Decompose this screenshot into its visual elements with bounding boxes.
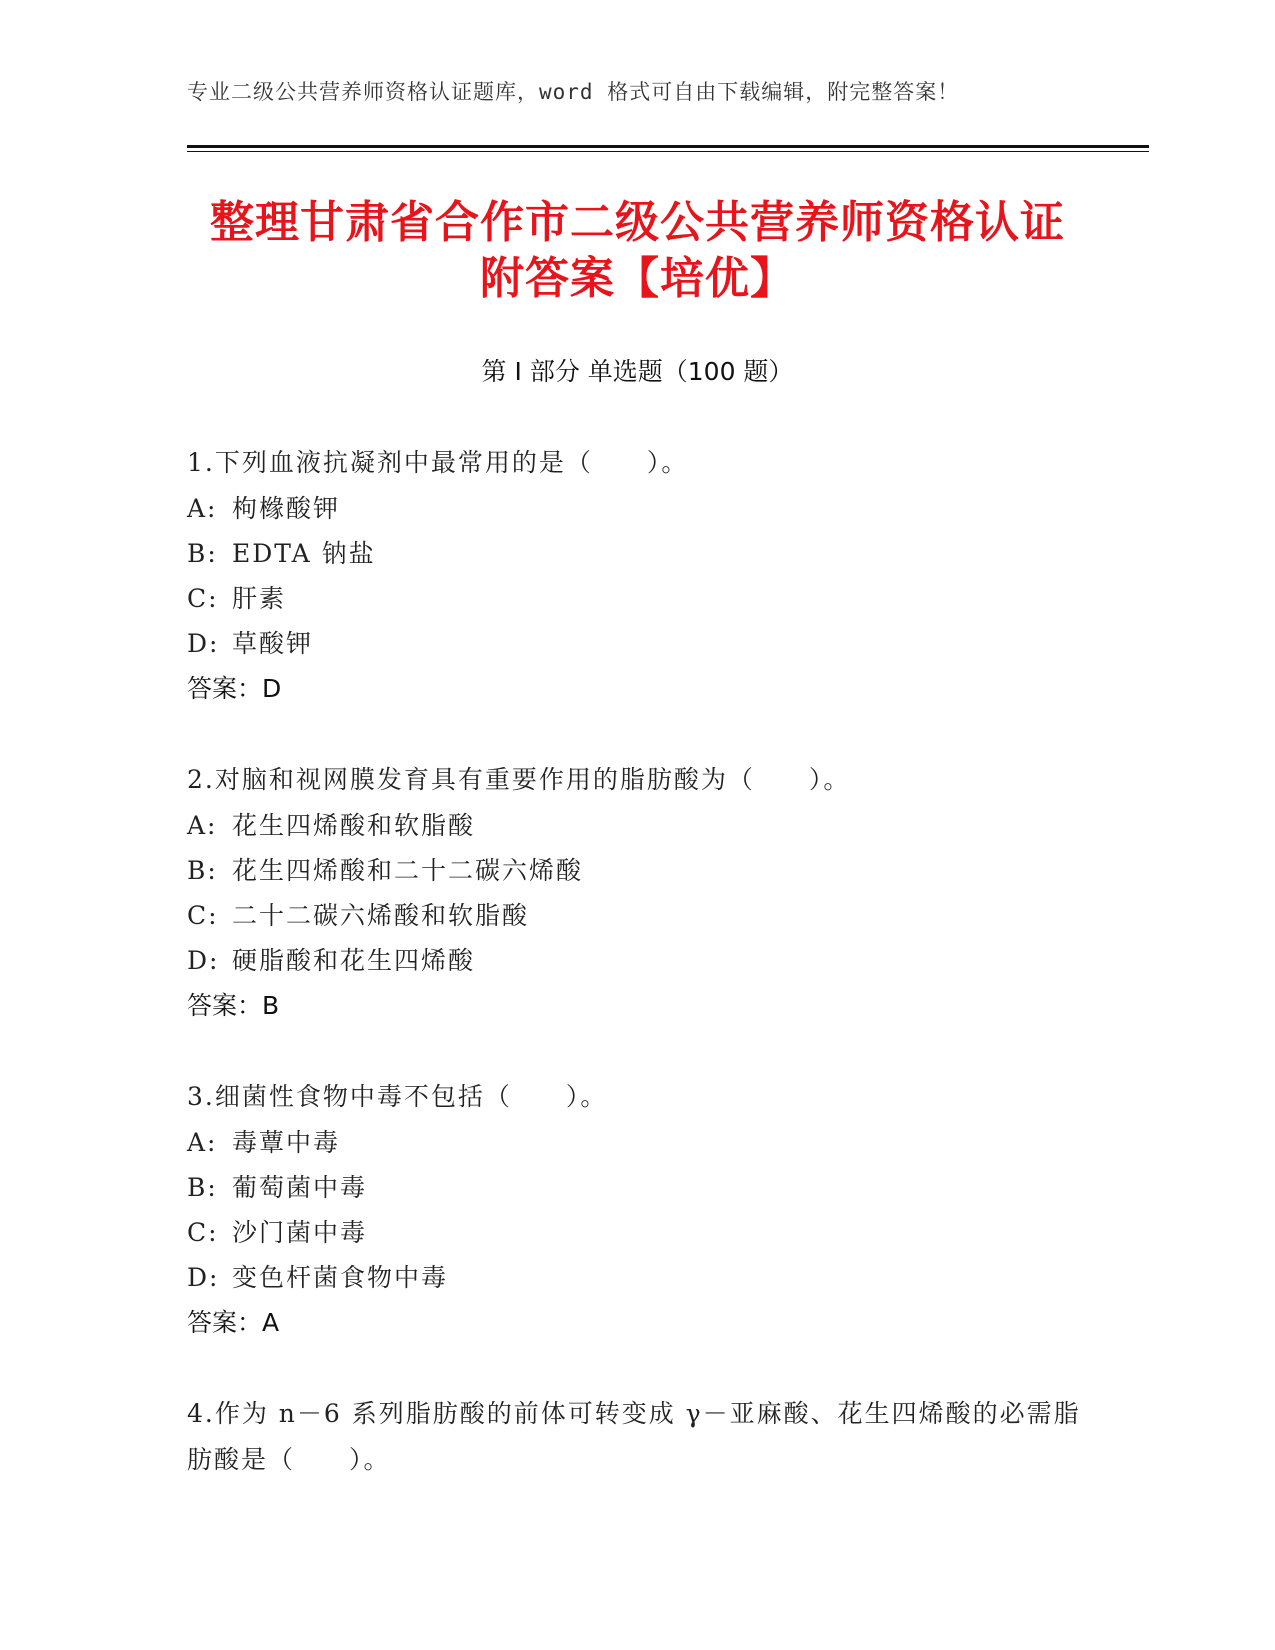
option-key: A: xyxy=(187,811,218,840)
option-row xyxy=(187,1210,1087,1255)
answer-line: 答案：D xyxy=(187,674,282,703)
option-row xyxy=(187,938,1087,983)
question-item xyxy=(187,440,1087,712)
option-key: A: xyxy=(187,1128,218,1157)
option-text: EDTA 钠盐 xyxy=(232,539,376,568)
question-item xyxy=(187,757,1087,1029)
option-row xyxy=(187,531,1087,576)
title-line-1: 整理甘肃省合作市二级公共营养师资格认证 xyxy=(210,197,1065,248)
title-line-2: 附答案【培优】 xyxy=(480,253,795,304)
option-text: 葡萄菌中毒 xyxy=(232,1173,368,1202)
option-row xyxy=(187,893,1087,938)
option-row xyxy=(187,1165,1087,1210)
option-row xyxy=(187,848,1087,893)
option-text: 二十二碳六烯酸和软脂酸 xyxy=(232,901,530,930)
question-item xyxy=(187,1074,1087,1346)
option-text: 变色杆菌食物中毒 xyxy=(232,1263,449,1292)
option-text: 花生四烯酸和二十二碳六烯酸 xyxy=(232,856,584,885)
option-row xyxy=(187,486,1087,531)
option-row xyxy=(187,1120,1087,1165)
option-text: 毒蕈中毒 xyxy=(232,1128,341,1157)
option-key: A: xyxy=(187,494,218,523)
question-stem: 3.细菌性食物中毒不包括（ ）。 xyxy=(187,1082,608,1111)
option-row xyxy=(187,621,1087,666)
document-title xyxy=(150,195,1125,307)
answer-line: 答案：A xyxy=(187,1308,280,1337)
header-divider-thick xyxy=(187,145,1149,148)
option-row xyxy=(187,803,1087,848)
option-text: 肝素 xyxy=(232,584,287,613)
option-row xyxy=(187,576,1087,621)
option-key: C: xyxy=(187,1218,219,1247)
answer-line: 答案：B xyxy=(187,991,280,1020)
option-text: 草酸钾 xyxy=(232,629,314,658)
option-key: D: xyxy=(187,1263,220,1292)
option-key: D: xyxy=(187,946,220,975)
option-text: 硬脂酸和花生四烯酸 xyxy=(232,946,476,975)
header-divider-thin xyxy=(187,151,1149,152)
option-key: C: xyxy=(187,901,219,930)
option-key: B: xyxy=(187,856,218,885)
option-key: B: xyxy=(187,1173,218,1202)
option-text: 枸橼酸钾 xyxy=(232,494,341,523)
question-item xyxy=(187,1391,1087,1483)
question-stem: 4.作为 n－6 系列脂肪酸的前体可转变成 γ－亚麻酸、花生四烯酸的必需脂肪酸是（ ）。 xyxy=(187,1399,1081,1474)
option-text: 花生四烯酸和软脂酸 xyxy=(232,811,476,840)
question-stem: 2.对脑和视网膜发育具有重要作用的脂肪酸为（ ）。 xyxy=(187,765,851,794)
question-stem: 1.下列血液抗凝剂中最常用的是（ ）。 xyxy=(187,448,689,477)
option-text: 沙门菌中毒 xyxy=(232,1218,368,1247)
option-row xyxy=(187,1255,1087,1300)
option-key: B: xyxy=(187,539,218,568)
section-title: 第 I 部分 单选题（100 题） xyxy=(481,357,794,386)
header-note: 专业二级公共营养师资格认证题库，word 格式可自由下载编辑，附完整答案！ xyxy=(187,80,960,104)
option-key: D: xyxy=(187,629,220,658)
question-list xyxy=(187,440,1087,1528)
option-key: C: xyxy=(187,584,219,613)
